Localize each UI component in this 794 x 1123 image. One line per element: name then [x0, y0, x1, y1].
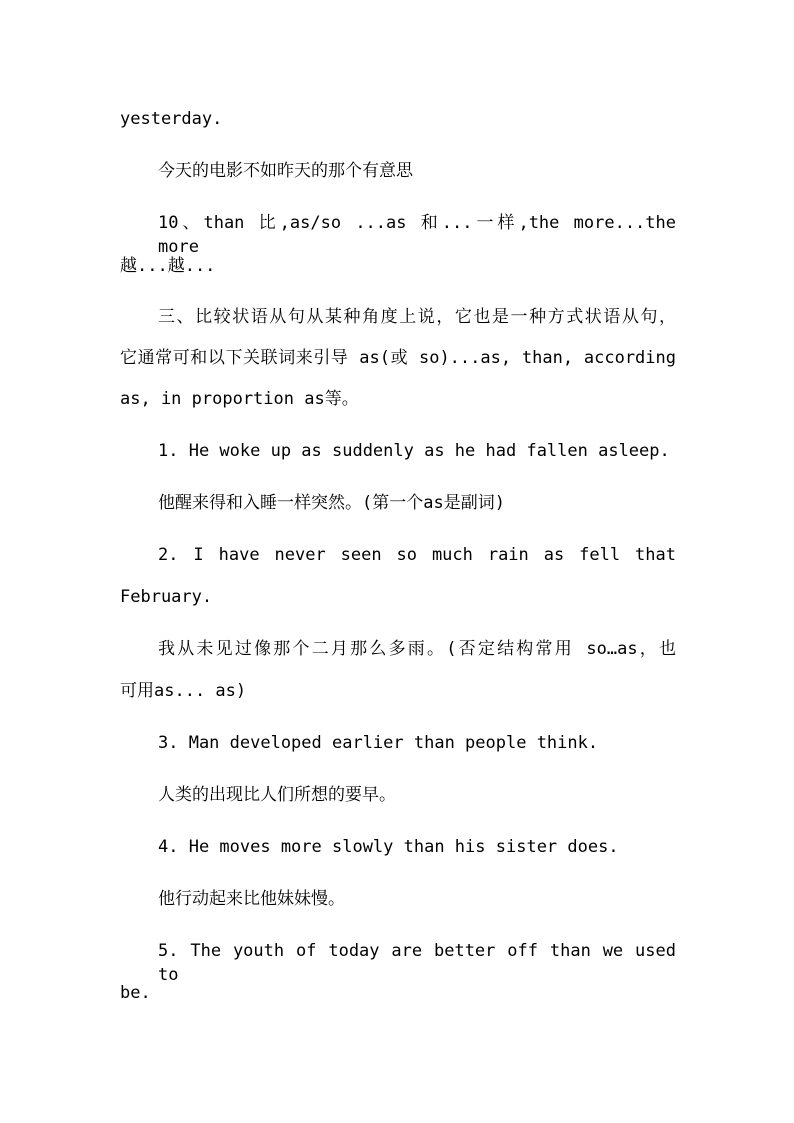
text-line: February.	[120, 587, 213, 607]
text-line: 他醒来得和入睡一样突然。(第一个as是副词)	[158, 493, 505, 513]
text-line: 人类的出现比人们所想的要早。	[158, 785, 396, 805]
text-line: 1. He woke up as suddenly as he had fallen asleep.	[158, 441, 670, 461]
text-line: 3. Man developed earlier than people think.	[158, 733, 599, 753]
text-line: 4. He moves more slowly than his sister does.	[158, 837, 619, 857]
text-line: 它通常可和以下关联词来引导 as(或 so)...as, than, according	[120, 348, 676, 368]
text-line: 越...越...	[120, 256, 216, 276]
text-line: 三、比较状语从句从某种角度上说，它也是一种方式状语从句，	[158, 307, 676, 327]
text-line: 今天的电影不如昨天的那个有意思	[158, 161, 413, 181]
text-line: as, in proportion as等。	[120, 389, 359, 409]
text-line: 可用as... as)	[120, 681, 247, 701]
text-line: 我从未见过像那个二月那么多雨。(否定结构常用 so…as，也	[158, 639, 676, 659]
text-line: 5. The youth of today are better off than we used to	[158, 941, 676, 985]
text-line: be.	[120, 983, 151, 1003]
text-line: yesterday.	[120, 109, 223, 129]
text-line: 10、than 比,as/so ...as 和...一样,the more...the more	[158, 213, 676, 257]
text-line: 2. I have never seen so much rain as fell that	[158, 545, 676, 565]
text-line: 他行动起来比他妹妹慢。	[158, 889, 345, 909]
